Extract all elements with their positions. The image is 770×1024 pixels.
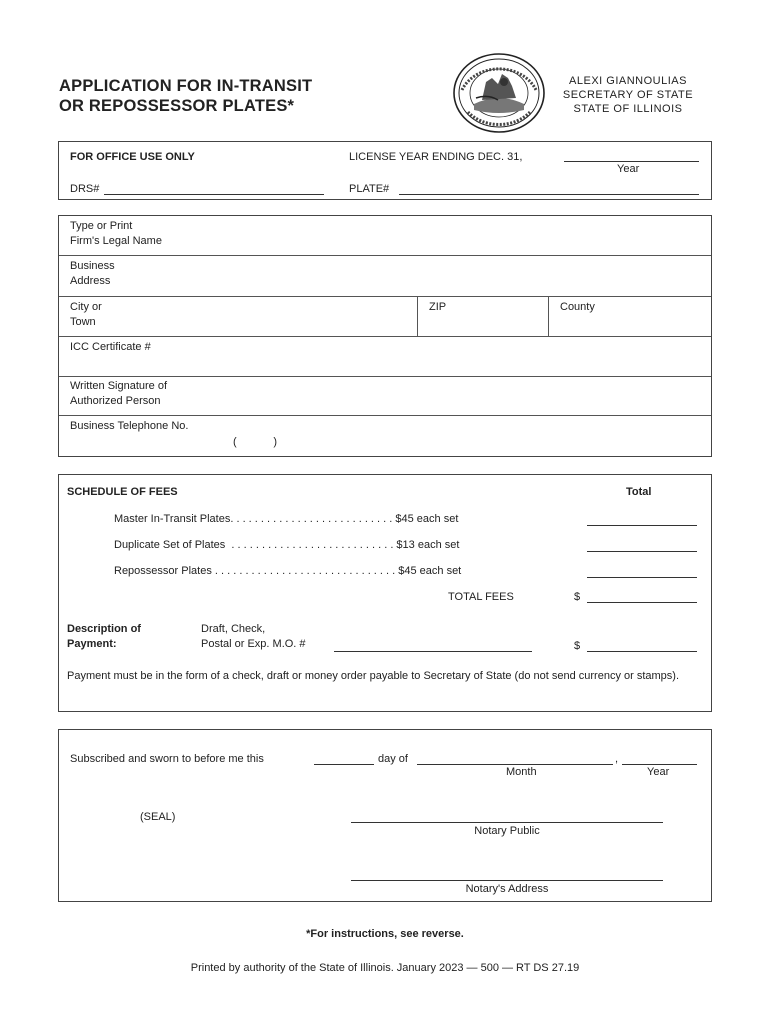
month-caption: Month <box>506 766 537 778</box>
money-order-number-field[interactable] <box>334 651 532 652</box>
plate-field[interactable] <box>399 194 699 195</box>
notary-address-caption: Notary's Address <box>465 883 549 895</box>
dollar-sign: $ <box>574 591 581 603</box>
dollar-sign: $ <box>574 640 581 652</box>
form-title-line2: OR REPOSSESSOR PLATES* <box>59 97 295 115</box>
telephone-label: Business Telephone No. <box>70 420 189 432</box>
plate-label: PLATE# <box>349 183 390 195</box>
county-label: County <box>560 301 595 313</box>
fee-item: Duplicate Set of Plates . . . . . . . . . . . . . . . . . . . . . . . . . . . $13 each set <box>114 539 460 551</box>
divider <box>548 296 549 336</box>
legal-name-label <box>70 219 162 249</box>
legal-name-label-line1: Type or Print <box>70 220 133 232</box>
sos-name: ALEXI GIANNOULIAS <box>569 75 687 87</box>
divider <box>59 255 711 256</box>
comma: , <box>615 753 619 765</box>
fee-item: Master In-Transit Plates. . . . . . . . . . . . . . . . . . . . . . . . . . . $45 each set <box>114 513 459 525</box>
notary-address-field[interactable] <box>351 880 663 881</box>
year-caption: Year <box>617 163 640 175</box>
drs-label: DRS# <box>70 183 100 195</box>
divider <box>59 415 711 416</box>
city-label-line1: City or <box>70 301 102 313</box>
address-label-line1: Business <box>70 260 115 272</box>
sos-title: SECRETARY OF STATE <box>562 89 694 101</box>
total-heading: Total <box>626 486 652 498</box>
notary-public-caption: Notary Public <box>474 825 540 837</box>
area-code-field[interactable]: ( ) <box>233 436 277 448</box>
drs-field[interactable] <box>104 194 324 195</box>
sos-state: STATE OF ILLINOIS <box>573 103 683 115</box>
payment-method-label <box>201 622 306 652</box>
signature-label <box>70 379 167 409</box>
fee-total-field[interactable] <box>587 551 697 552</box>
office-use-label: FOR OFFICE USE ONLY <box>70 151 195 163</box>
notary-signature-field[interactable] <box>351 822 663 823</box>
total-fees-field[interactable] <box>587 602 697 603</box>
printed-by-note: Printed by authority of the State of Illinois. January 2023 — 500 — RT DS 27.19 <box>190 962 580 974</box>
form-title <box>59 76 312 116</box>
fees-heading: SCHEDULE OF FEES <box>67 486 178 498</box>
sworn-text: Subscribed and sworn to before me this <box>70 753 264 765</box>
fee-total-field[interactable] <box>587 525 697 526</box>
year-caption: Year <box>647 766 670 778</box>
payment-method-line2: Postal or Exp. M.O. # <box>201 638 306 650</box>
instructions-note: *For instructions, see reverse. <box>306 928 464 940</box>
sworn-day-field[interactable] <box>314 764 374 765</box>
address-label <box>70 259 115 289</box>
signature-label-line2: Authorized Person <box>70 395 161 407</box>
payment-amount-field[interactable] <box>587 651 697 652</box>
icc-label: ICC Certificate # <box>70 341 151 353</box>
signature-label-line1: Written Signature of <box>70 380 168 392</box>
payment-note: Payment must be in the form of a check, draft or money order payable to Secretary of State (do not send currency or stamps). <box>67 670 680 682</box>
fees-section <box>58 474 712 712</box>
payment-description-label <box>67 622 141 652</box>
payment-description-line2: Payment: <box>67 638 117 650</box>
office-use-section <box>58 141 712 200</box>
payment-method-line1: Draft, Check, <box>201 623 266 635</box>
license-year-label: LICENSE YEAR ENDING DEC. 31, <box>349 151 523 163</box>
fee-total-field[interactable] <box>587 577 697 578</box>
total-fees-label: TOTAL FEES <box>448 591 514 603</box>
applicant-section <box>58 215 712 457</box>
divider <box>59 296 711 297</box>
divider <box>417 296 418 336</box>
legal-name-label-line2: Firm's Legal Name <box>70 235 162 247</box>
zip-label: ZIP <box>429 301 447 313</box>
divider <box>59 336 711 337</box>
seal-placeholder: (SEAL) <box>140 811 176 823</box>
city-label-line2: Town <box>70 316 96 328</box>
secretary-of-state-block <box>548 74 708 116</box>
notary-section <box>58 729 712 902</box>
payment-description-line1: Description of <box>67 623 141 635</box>
city-label <box>70 300 102 330</box>
state-seal-icon <box>452 52 546 134</box>
form-title-line1: APPLICATION FOR IN-TRANSIT <box>59 77 313 95</box>
divider <box>59 376 711 377</box>
day-of-label: day of <box>378 753 408 765</box>
fee-item: Repossessor Plates . . . . . . . . . . . . . . . . . . . . . . . . . . . . . . $45 each set <box>114 565 462 577</box>
address-label-line2: Address <box>70 275 111 287</box>
